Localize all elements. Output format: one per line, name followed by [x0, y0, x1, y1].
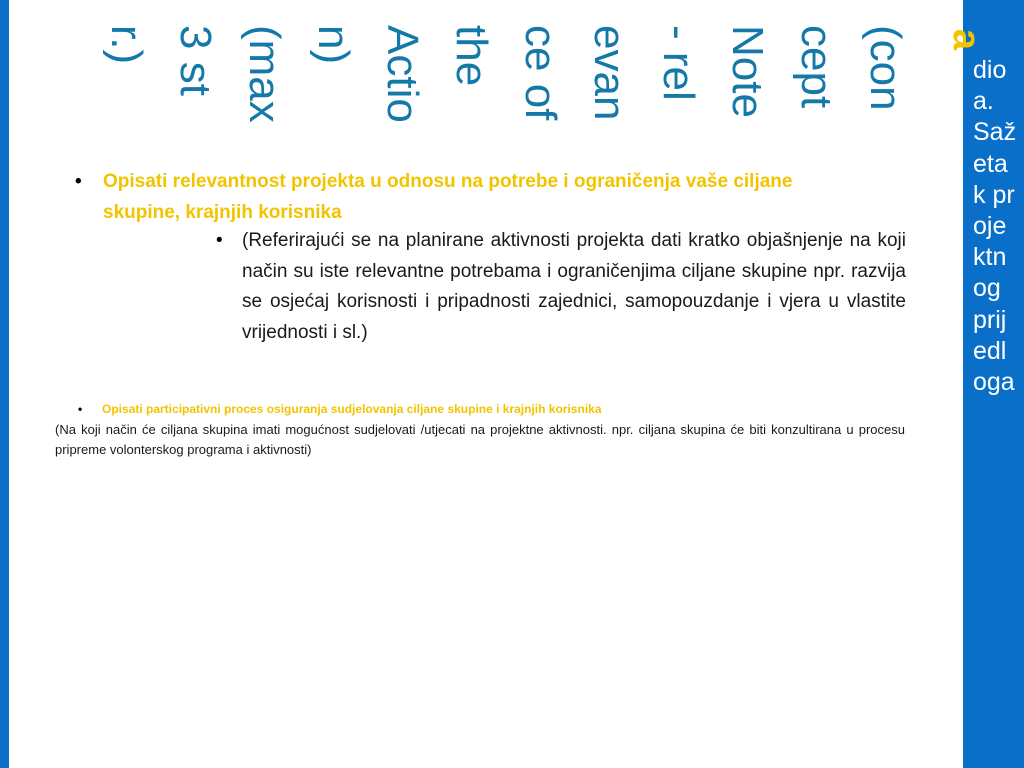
bullet-relevance-text: Opisati relevantnost projekta u odnosu na potrebe i ograničenja vaše ciljane skupine, krajnjih korisnika: [103, 171, 793, 223]
bullet-icon: •: [75, 171, 82, 192]
bullet-explanation: [216, 226, 906, 348]
bullet-participation-text: Opisati participativni proces osiguranja sudjelovanja ciljane skupine i krajnjih korisnika: [102, 402, 602, 416]
bullet-explanation-text: (Referirajući se na planirane aktivnosti projekta dati kratko objašnjenje na koji način su iste relevantne potrebama i ograničenjima ciljane skupine npr. razvija se osjećaj korisnosti i pripadnosti zajednici, samopouzdanje i vjera u vlastite vrijednosti i sl.): [242, 230, 906, 343]
bullet-participation: [78, 400, 908, 418]
bullet-relevance: [75, 166, 855, 228]
sidebar-title: dio a. Sažetak projektnog prijedloga: [973, 56, 1017, 397]
participation-paragraph: (Na koji način će ciljana skupina imati mogućnost sudjelovati /utjecati na projektne aktivnosti. npr. ciljana skupina će biti konzultirana u procesu pripreme volonterskog programa i aktivnosti): [55, 422, 905, 457]
slide-title: [55, 0, 920, 140]
bullet-icon: •: [216, 230, 223, 251]
slide-title-text: (concept Note - relevance of the Action) (max 3 str.): [102, 25, 910, 123]
bullet-icon: •: [78, 402, 83, 416]
left-accent-bar: [0, 0, 9, 768]
sidebar-gap: [953, 0, 963, 768]
accent-letter: a: [945, 28, 988, 51]
